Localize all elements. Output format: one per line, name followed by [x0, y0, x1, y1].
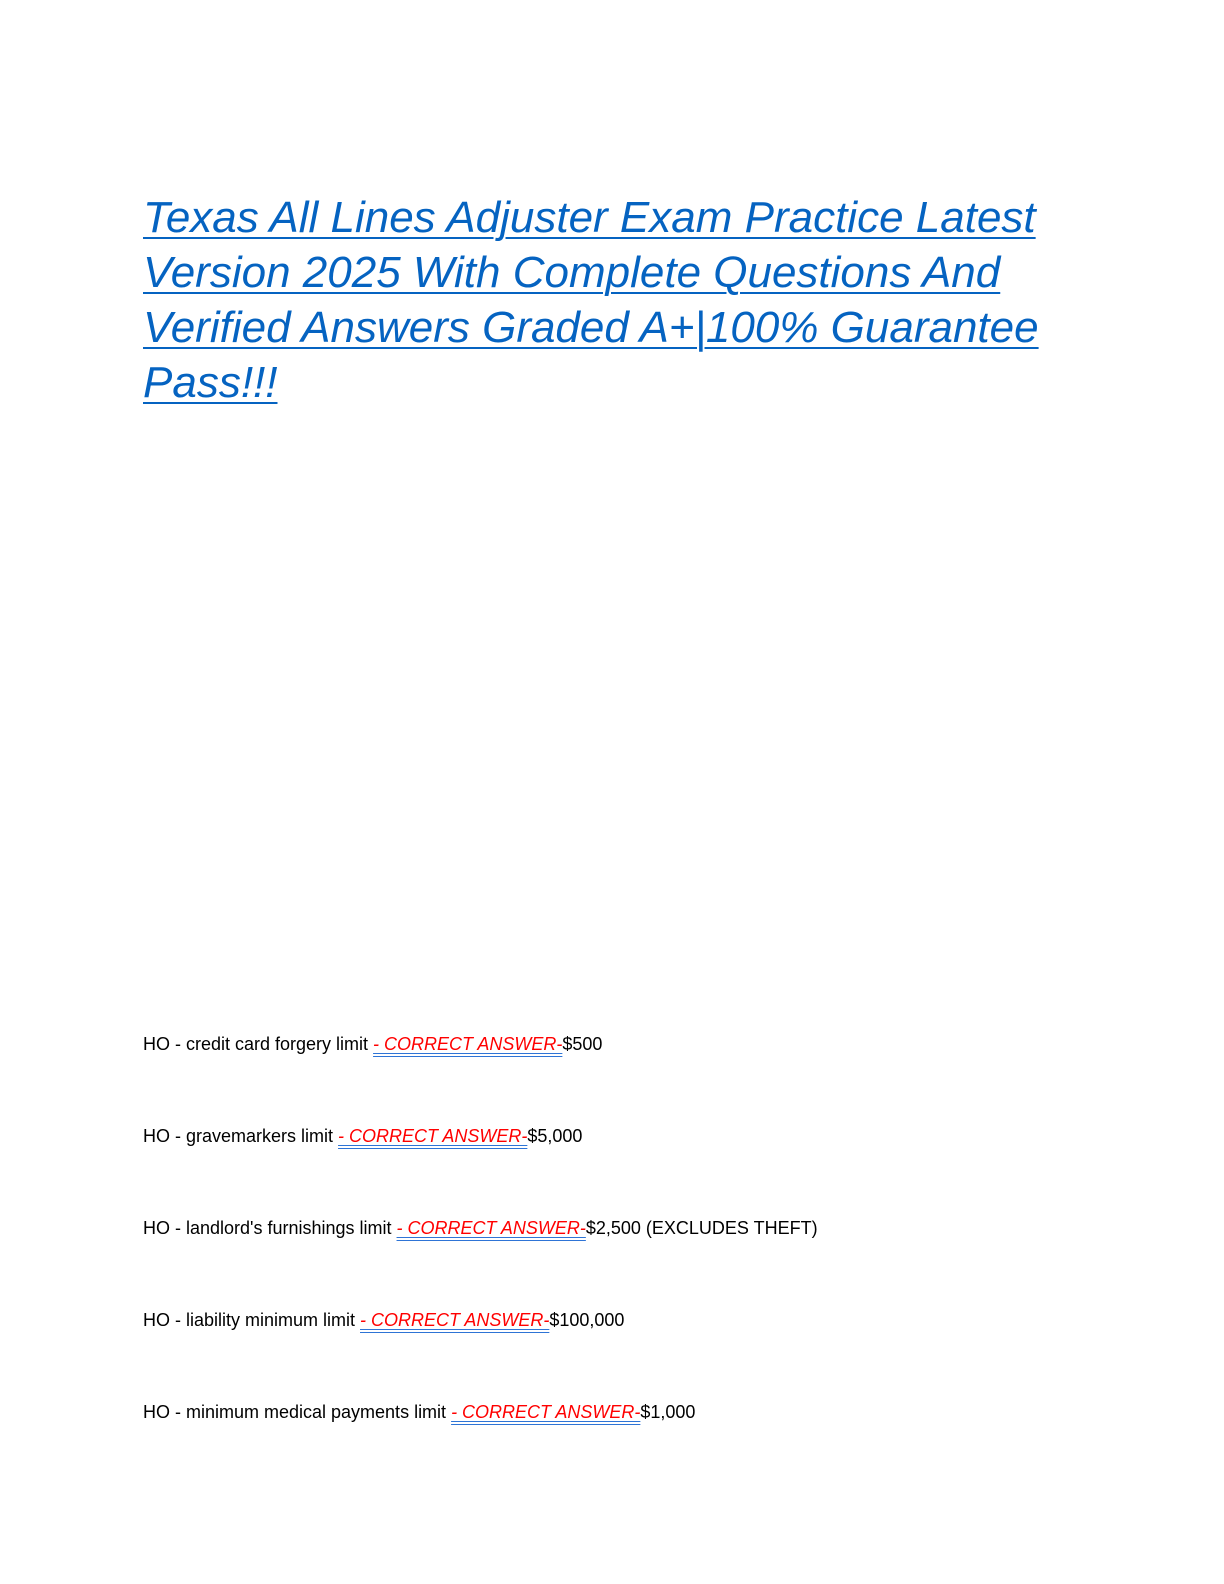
qa-item: [143, 1307, 818, 1333]
answer-text: $5,000: [527, 1126, 583, 1146]
answer-text: $2,500 (EXCLUDES THEFT): [585, 1218, 818, 1238]
qa-item: [143, 1399, 818, 1425]
question-text: HO - credit card forgery limit: [143, 1034, 374, 1054]
qa-list: [143, 1031, 818, 1491]
qa-item: [143, 1123, 818, 1149]
qa-item: [143, 1031, 818, 1057]
document-title[interactable]: Texas All Lines Adjuster Exam Practice Latest Version 2025 With Complete Questions And Verified Answers Graded A+|100% Guarantee Pass!!!: [143, 193, 1039, 407]
answer-text: $1,000: [640, 1402, 696, 1422]
answer-tag: - CORRECT ANSWER-: [396, 1218, 586, 1238]
answer-tag: - CORRECT ANSWER-: [451, 1402, 641, 1422]
qa-item: [143, 1215, 818, 1241]
question-text: HO - gravemarkers limit: [143, 1126, 339, 1146]
answer-tag: - CORRECT ANSWER-: [360, 1310, 550, 1330]
answer-text: $100,000: [549, 1310, 625, 1330]
answer-tag: - CORRECT ANSWER-: [373, 1034, 563, 1054]
answer-text: $500: [562, 1034, 603, 1054]
question-text: HO - liability minimum limit: [143, 1310, 361, 1330]
question-text: HO - minimum medical payments limit: [143, 1402, 452, 1422]
question-text: HO - landlord's furnishings limit: [143, 1218, 397, 1238]
answer-tag: - CORRECT ANSWER-: [338, 1126, 528, 1146]
